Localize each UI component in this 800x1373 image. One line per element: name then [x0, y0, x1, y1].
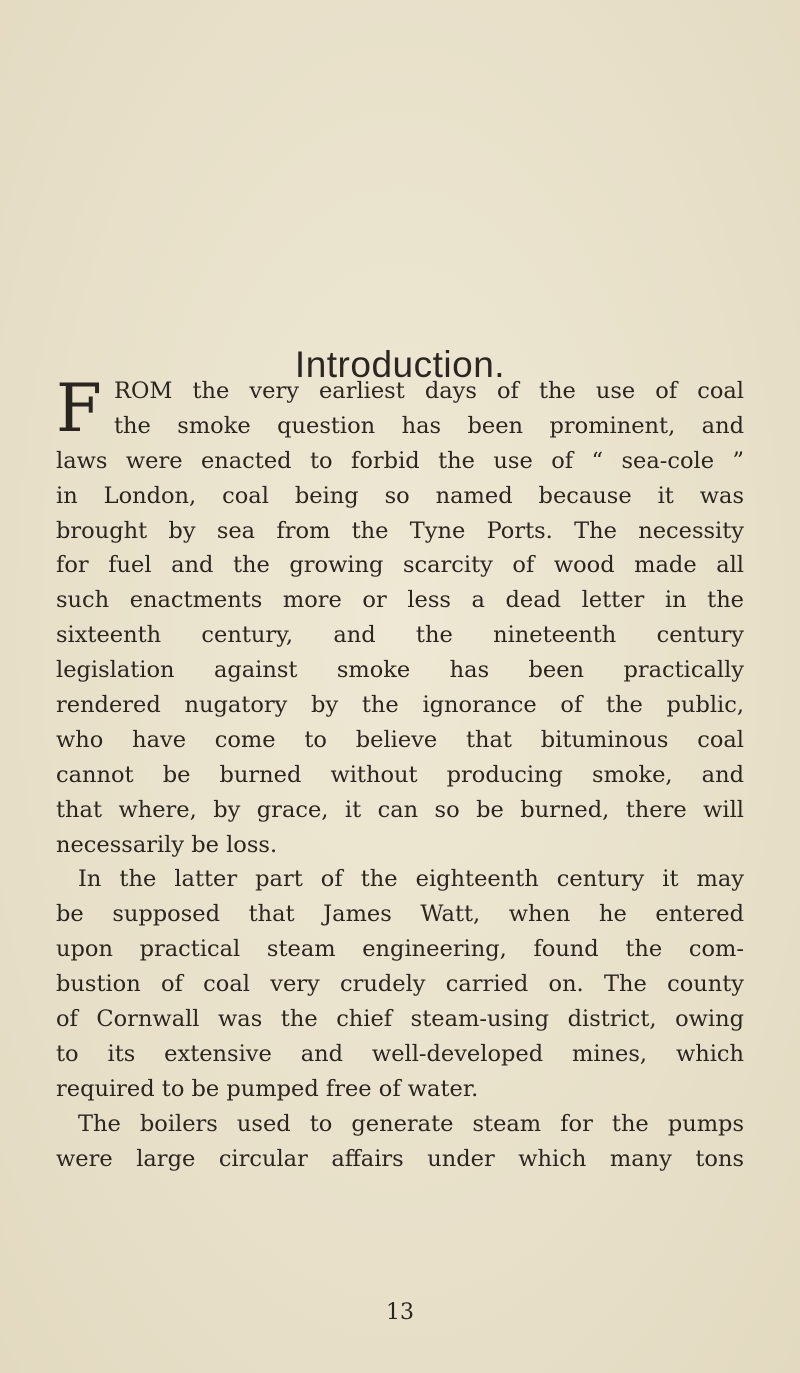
text-line: In the latter part of the eighteenth century it may — [78, 866, 744, 893]
text-line: necessarily be loss. — [56, 831, 278, 858]
text-line: such enactments more or less a dead letter in the — [56, 587, 744, 614]
text-line: to its extensive and well-developed mines, which — [56, 1040, 744, 1067]
text-line: rendered nugatory by the ignorance of the public, — [56, 692, 744, 719]
text-line: the smoke question has been prominent, and — [114, 412, 744, 439]
text-line: of Cornwall was the chief steam-using district, owing — [56, 1006, 744, 1033]
text-line: in London, coal being so named because it was — [56, 482, 744, 509]
text-line: were large circular affairs under which many tons — [56, 1145, 744, 1172]
opening-paragraph-start — [56, 370, 744, 447]
text-line: sixteenth century, and the nineteenth century — [56, 622, 744, 649]
text-line: legislation against smoke has been practically — [56, 657, 744, 684]
text-line: upon practical steam engineering, found the com- — [56, 936, 744, 963]
text-line: bustion of coal very crudely carried on. The county — [56, 971, 744, 998]
text-line: who have come to believe that bituminous coal — [56, 726, 744, 753]
text-line: The boilers used to generate steam for the pumps — [78, 1110, 744, 1137]
drop-cap: F — [56, 370, 102, 447]
text-line: that where, by grace, it can so be burned, there will — [56, 796, 744, 823]
text-line: for fuel and the growing scarcity of wood made all — [56, 552, 744, 579]
text-line: brought by sea from the Tyne Ports. The necessity — [56, 517, 744, 544]
text-line: ROM the very earliest days of the use of coal — [114, 378, 744, 404]
text-line: laws were enacted to forbid the use of “ sea-cole ” — [56, 447, 744, 474]
page-title: Introduction. — [294, 344, 506, 385]
body-text — [56, 370, 744, 1177]
page-number: 13 — [386, 1300, 414, 1325]
text-line: required to be pumped free of water. — [56, 1075, 479, 1102]
text-line: be supposed that James Watt, when he entered — [56, 901, 744, 928]
text-line: cannot be burned without producing smoke, and — [56, 761, 744, 788]
